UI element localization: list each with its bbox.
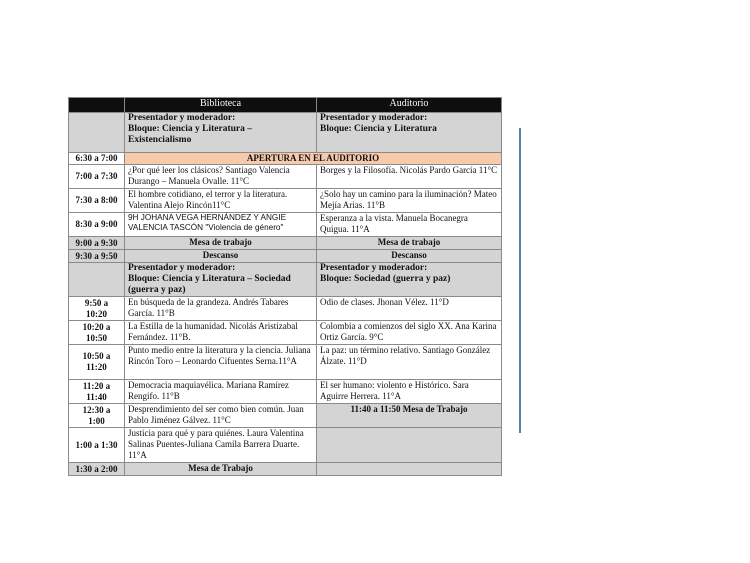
table-row [69, 404, 502, 428]
table-row [69, 428, 502, 463]
block2-biblioteca [125, 263, 317, 297]
time-cell: 1:00 a 1:30 [69, 428, 125, 463]
auditorio-cell [317, 463, 502, 476]
header-biblioteca: Biblioteca [125, 98, 317, 113]
time-cell: 8:30 a 9:00 [69, 213, 125, 237]
vertical-rule [519, 128, 521, 433]
auditorio-cell: Borges y la Filosofía. Nicolás Pardo García 11°C [317, 165, 502, 189]
table-row [69, 250, 502, 263]
auditorio-cell: Descanso [317, 250, 502, 263]
table-row [69, 189, 502, 213]
auditorio-cell: Colombia a comienzos del siglo XX. Ana Karina Ortiz García. 9°C [317, 321, 502, 345]
time-line: 10:50 [86, 332, 107, 343]
time-line: 11:40 [86, 391, 107, 402]
block2-row [69, 263, 502, 297]
time-cell: 7:30 a 8:00 [69, 189, 125, 213]
time-cell: 9:30 a 9:50 [69, 250, 125, 263]
table-row [69, 153, 502, 165]
block2-time [69, 263, 125, 297]
block1-auditorio [317, 113, 502, 153]
time-cell [69, 297, 125, 321]
table-row [69, 297, 502, 321]
block1-aud-line: Bloque: Ciencia y Literatura [320, 124, 437, 134]
block2-aud-line: Presentador y moderador: [320, 263, 428, 273]
time-cell [69, 345, 125, 380]
header-auditorio: Auditorio [317, 98, 502, 113]
block2-auditorio [317, 263, 502, 297]
auditorio-cell: La paz: un término relativo. Santiago González Álzate. 11°D [317, 345, 502, 380]
block1-time [69, 113, 125, 153]
biblioteca-cell: La Estilla de la humanidad. Nicolás Aristizabal Fernández. 11°B. [125, 321, 317, 345]
table-row [69, 213, 502, 237]
block1-biblioteca [125, 113, 317, 153]
time-line: 10:20 [86, 308, 107, 319]
biblioteca-cell: 9H JOHANA VEGA HERNÁNDEZ Y ANGIE VALENCIA TASCÓN "Violencia de género" [125, 213, 317, 237]
table-row [69, 165, 502, 189]
biblioteca-cell: Justicia para qué y para quiénes. Laura Valentina Salinas Puentes-Juliana Camila Barrera Duarte. 11°A [125, 428, 317, 463]
biblioteca-cell: En búsqueda de la grandeza. Andrés Tabares García. 11°B [125, 297, 317, 321]
time-cell: 9:00 a 9:30 [69, 237, 125, 250]
biblioteca-cell: Mesa de trabajo [125, 237, 317, 250]
block1-lib-line: Existencialismo [128, 135, 192, 145]
time-line: 9:50 a [84, 297, 109, 308]
auditorio-cell [317, 428, 502, 463]
auditorio-cell: Esperanza a la vista. Manuela Bocanegra Quigua. 11°A [317, 213, 502, 237]
auditorio-cell: ¿Solo hay un camino para la iluminación? Mateo Mejía Arias. 11°B [317, 189, 502, 213]
time-cell: 1:30 a 2:00 [69, 463, 125, 476]
block2-lib-line: Bloque: Ciencia y Literatura – Sociedad [128, 274, 291, 284]
table-row [69, 380, 502, 404]
header-row [69, 98, 502, 113]
biblioteca-cell: Democracia maquiavélica. Mariana Ramírez Rengifo. 11°B [125, 380, 317, 404]
time-cell [69, 380, 125, 404]
time-line: 12:30 a [82, 404, 111, 415]
opening-cell: APERTURA EN EL AUDITORIO [125, 153, 502, 165]
block1-row [69, 113, 502, 153]
time-line: 11:20 [86, 362, 107, 372]
time-cell: 7:00 a 7:30 [69, 165, 125, 189]
auditorio-cell: Mesa de trabajo [317, 237, 502, 250]
time-cell: 6:30 a 7:00 [69, 153, 125, 165]
block1-aud-line: Presentador y moderador: [320, 113, 428, 123]
time-line: 11:20 a [82, 380, 111, 391]
biblioteca-cell: El hombre cotidiano, el terror y la literatura. Valentina Alejo Rincón11°C [125, 189, 317, 213]
biblioteca-cell: Descanso [125, 250, 317, 263]
block1-lib-line: Bloque: Ciencia y Literatura – [128, 124, 253, 134]
biblioteca-cell: Desprendimiento del ser como bien común. Juan Pablo Jiménez Gálvez. 11°C [125, 404, 317, 428]
table-row [69, 463, 502, 476]
auditorio-cell: El ser humano: violento e Histórico. Sara Aguirre Herrera. 11°A [317, 380, 502, 404]
time-cell [69, 321, 125, 345]
biblioteca-cell: ¿Por qué leer los clásicos? Santiago Valencia Durango – Manuela Ovalle. 11°C [125, 165, 317, 189]
time-cell [69, 404, 125, 428]
block2-aud-line: Bloque: Sociedad (guerra y paz) [320, 274, 451, 284]
auditorio-cell: Odio de clases. Jhonan Vélez. 11°D [317, 297, 502, 321]
biblioteca-cell: Mesa de Trabajo [125, 463, 317, 476]
time-line: 10:50 a [82, 351, 111, 361]
auditorio-cell: 11:40 a 11:50 Mesa de Trabajo [317, 404, 502, 428]
schedule-table [68, 97, 502, 476]
block2-lib-line: (guerra y paz) [128, 285, 186, 295]
table-row [69, 321, 502, 345]
header-time [69, 98, 125, 113]
biblioteca-cell: Punto medio entre la literatura y la ciencia. Juliana Rincón Toro – Leonardo Cifuentes Serna.11°A [125, 345, 317, 380]
time-line: 10:20 a [82, 321, 111, 332]
table-row [69, 345, 502, 380]
block1-lib-line: Presentador y moderador: [128, 113, 236, 123]
table-row [69, 237, 502, 250]
block2-lib-line: Presentador y moderador: [128, 263, 236, 273]
time-line: 1:00 [88, 415, 105, 426]
